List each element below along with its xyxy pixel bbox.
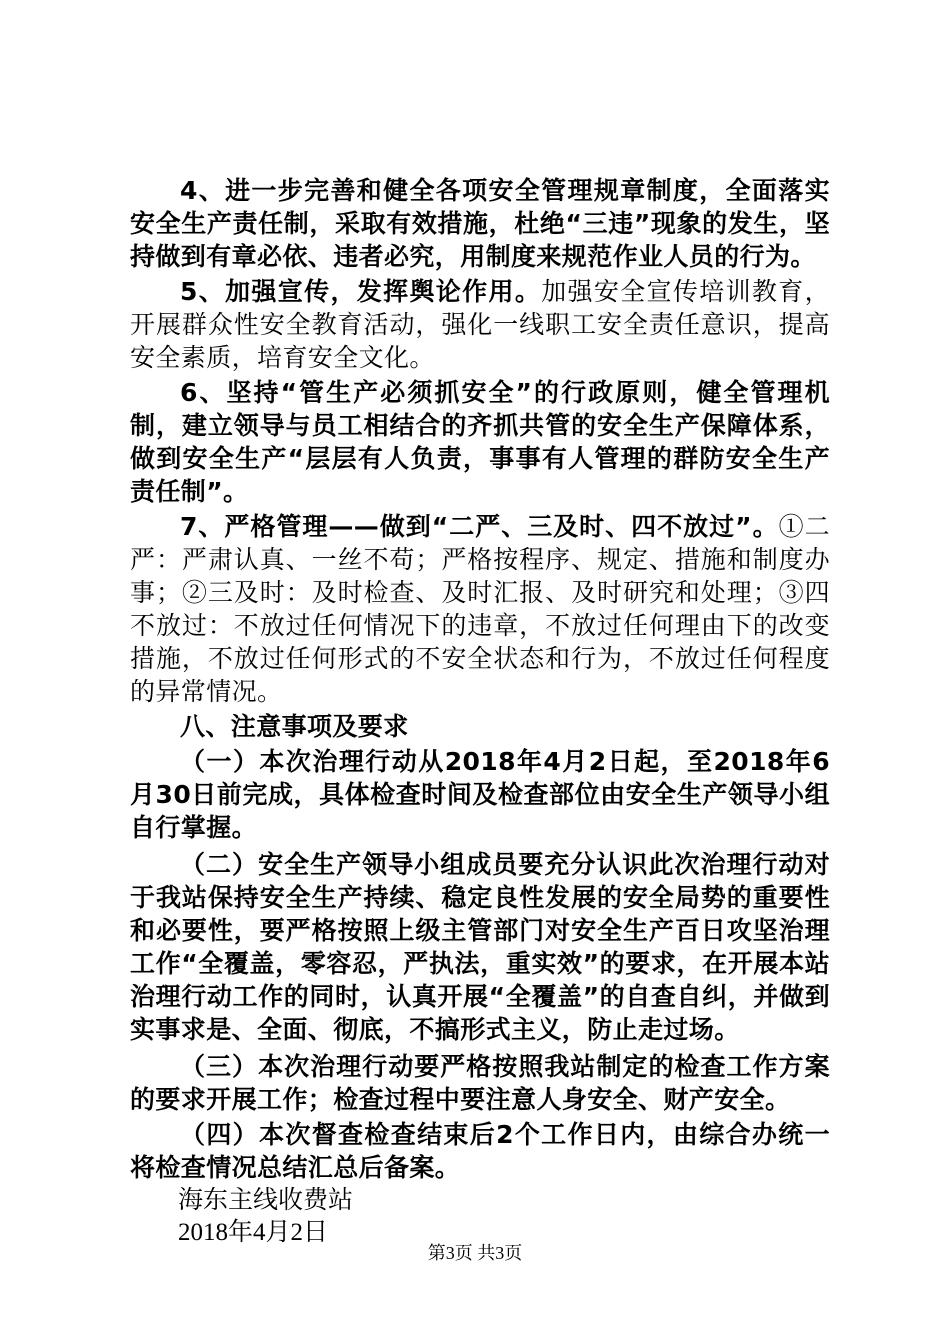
paragraph-item-7-body: ①二严：严肃认真、一丝不苟；严格按程序、规定、措施和制度办事；②三及时：及时检查、及时汇报、及时研究和处理；③四不放过：不放过任何情况下的违章，不放过任何理由下的改变措施，不放过任何形式的不安全状态和行为，不放过任何程度的异常情况。 bbox=[130, 512, 830, 706]
document-body bbox=[130, 175, 830, 1249]
section-heading-8-text: 八、注意事项及要求 bbox=[180, 712, 409, 741]
requirement-4-text: （四）本次督查检查结束后2个工作日内，由综合办统一将检查情况总结汇总后备案。 bbox=[130, 1120, 830, 1182]
paragraph-item-6-text: 6、坚持“管生产必须抓安全”的行政原则，健全管理机制，建立领导与员工相结合的齐抓共管的安全生产保障体系，做到安全生产“层层有人负责，事事有人管理的群防安全生产责任制”。 bbox=[130, 378, 830, 506]
paragraph-item-7-lead: 7、严格管理——做到“二严、三及时、四不放过”。 bbox=[180, 512, 779, 541]
requirement-1 bbox=[130, 746, 830, 845]
paragraph-item-4-text: 4、进一步完善和健全各项安全管理规章制度，全面落实安全生产责任制，采取有效措施，杜绝“三违”现象的发生，坚持做到有章必依、违者必究，用制度来规范作业人员的行为。 bbox=[130, 176, 830, 271]
page-footer bbox=[0, 1242, 950, 1264]
paragraph-item-4 bbox=[130, 175, 830, 274]
requirement-3-text: （三）本次治理行动要严格按照我站制定的检查工作方案的要求开展工作；检查过程中要注意人身安全、财产安全。 bbox=[130, 1052, 830, 1114]
section-heading-8 bbox=[130, 711, 830, 744]
signature-date: 2018年4月2日 bbox=[178, 1219, 329, 1246]
paragraph-item-7 bbox=[130, 511, 830, 709]
signature-org: 海东主线收费站 bbox=[178, 1187, 354, 1214]
paragraph-item-5 bbox=[130, 276, 830, 375]
paragraph-item-5-lead: 5、加强宣传，发挥舆论作用。 bbox=[180, 277, 542, 306]
requirement-4 bbox=[130, 1119, 830, 1185]
requirement-1-text: （一）本次治理行动从2018年4月2日起，至2018年6月30日前完成，具体检查时间及检查部位由安全生产领导小组自行掌握。 bbox=[130, 747, 830, 842]
paragraph-item-5-body: 加强安全宣传培训教育，开展群众性安全教育活动，强化一线职工安全责任意识，提高安全素质，培育安全文化。 bbox=[130, 277, 831, 372]
requirement-2 bbox=[130, 849, 830, 1047]
requirement-2-text: （二）安全生产领导小组成员要充分认识此次治理行动对于我站保持安全生产持续、稳定良性发展的安全局势的重要性和必要性，要严格按照上级主管部门对安全生产百日攻坚治理工作“全覆盖，零容忍，严执法，重实效”的要求，在开展本站治理行动工作的同时，认真开展“全覆盖”的自查自纠，并做到实事求是、全面、彻底，不搞形式主义，防止走过场。 bbox=[130, 850, 830, 1044]
requirement-3 bbox=[130, 1051, 830, 1117]
page-number-label: 第3页 共3页 bbox=[427, 1243, 523, 1263]
paragraph-item-6 bbox=[130, 377, 830, 509]
